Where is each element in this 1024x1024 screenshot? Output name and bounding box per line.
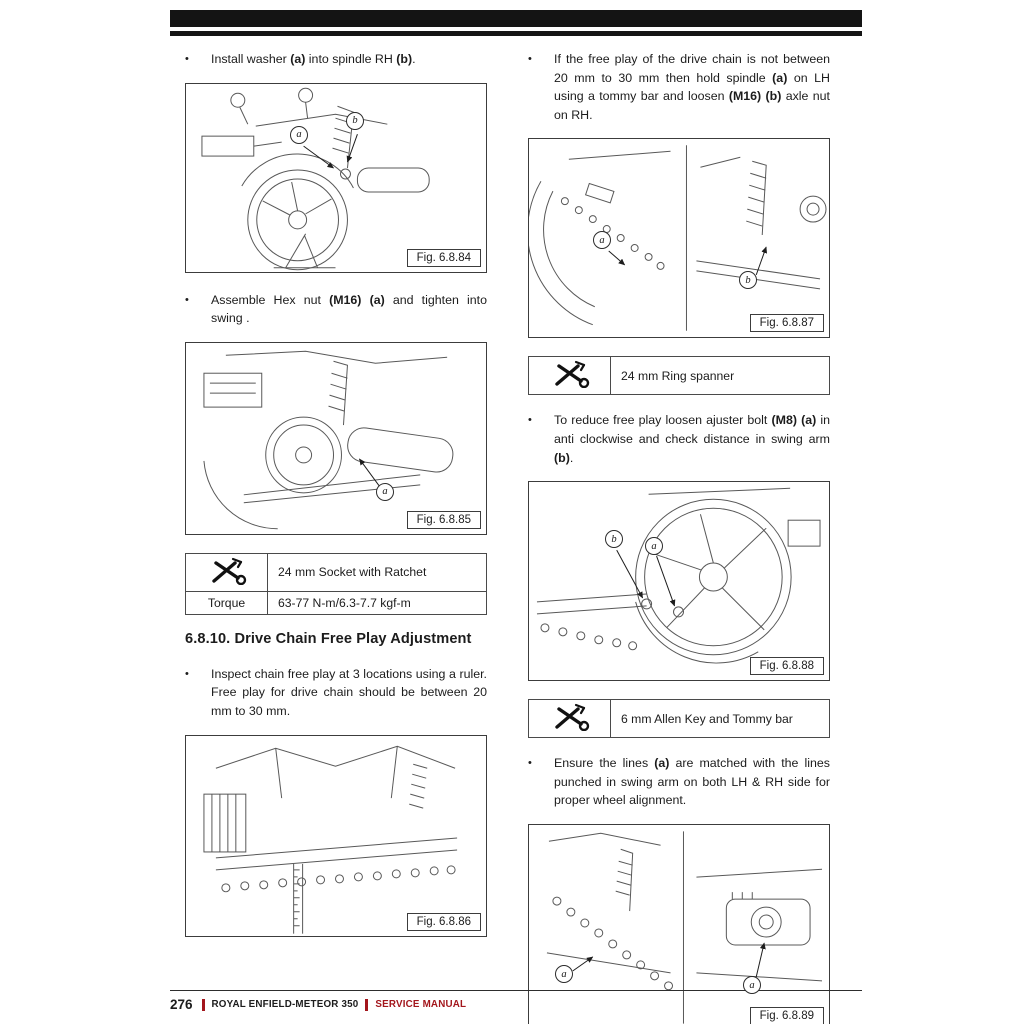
right-column <box>528 50 830 1024</box>
bullet-marker: • <box>528 414 532 427</box>
bullet-text: To reduce free play loosen ajuster bolt (M8) (a) in anti clockwise and check distance in swing arm (b). <box>554 413 830 465</box>
header-bar-thick <box>170 10 862 27</box>
bullet-item <box>185 291 487 328</box>
figure-caption: Fig. 6.8.85 <box>407 511 481 529</box>
figure-sketch <box>529 139 828 337</box>
callout-b: b <box>346 112 364 130</box>
figure-sketch <box>186 343 485 534</box>
figure-caption: Fig. 6.8.86 <box>407 913 481 931</box>
tools-icon-cell <box>529 700 611 738</box>
figure-caption: Fig. 6.8.89 <box>750 1007 824 1024</box>
tools-icon-cell <box>529 357 611 395</box>
page-number: 276 <box>170 997 193 1012</box>
figure-caption: Fig. 6.8.88 <box>750 657 824 675</box>
figure-6-8-87 <box>528 138 830 338</box>
bullet-item <box>528 50 830 124</box>
bullet-item <box>185 665 487 721</box>
tool-spec-table <box>528 699 830 738</box>
bullet-text: Inspect chain free play at 3 locations using a ruler. Free play for drive chain should be between 20 mm to 30 mm. <box>211 666 487 719</box>
bullet-marker: • <box>528 757 532 770</box>
bullet-item <box>185 50 487 69</box>
callout-a: a <box>555 965 573 983</box>
bullet-marker: • <box>185 667 189 680</box>
tools-icon <box>548 360 592 388</box>
tool-spec-table <box>528 356 830 395</box>
torque-value: 63-77 N-m/6.3-7.7 kgf-m <box>268 591 487 614</box>
figure-caption: Fig. 6.8.84 <box>407 249 481 267</box>
tool-name: 6 mm Allen Key and Tommy bar <box>611 700 830 738</box>
figure-6-8-84 <box>185 83 487 273</box>
figure-6-8-88 <box>528 481 830 681</box>
tool-spec-table <box>185 553 487 615</box>
bullet-item <box>528 754 830 810</box>
callout-a: a <box>376 483 394 501</box>
section-heading: 6.8.10. Drive Chain Free Play Adjustment <box>185 630 472 647</box>
bullet-text: Install washer (a) into spindle RH (b). <box>211 52 416 66</box>
footer-separator <box>202 999 205 1011</box>
bullet-text: Assemble Hex nut (M16) (a) and tighten into swing . <box>211 292 487 326</box>
bullet-text: If the free play of the drive chain is not between 20 mm to 30 mm then hold spindle (a) on LH using a tommy bar and loosen (M16) (b) axle nut on RH. <box>554 52 830 122</box>
callout-b: b <box>739 271 757 289</box>
tool-name: 24 mm Socket with Ratchet <box>268 553 487 591</box>
figure-sketch <box>529 482 828 680</box>
figure-sketch <box>186 84 485 272</box>
left-column <box>185 50 487 1024</box>
figure-6-8-85 <box>185 342 487 535</box>
footer-separator <box>365 999 368 1011</box>
header-rule-bars <box>170 10 862 36</box>
tools-icon <box>548 703 592 731</box>
callout-a: a <box>645 537 663 555</box>
tool-name: 24 mm Ring spanner <box>611 357 830 395</box>
torque-label: Torque <box>186 591 268 614</box>
bullet-marker: • <box>528 53 532 65</box>
callout-a: a <box>290 126 308 144</box>
bullet-item <box>528 411 830 467</box>
header-bar-thin <box>170 31 862 36</box>
manual-title: ROYAL ENFIELD-METEOR 350 <box>211 999 359 1010</box>
bullet-marker: • <box>185 53 189 65</box>
tools-icon <box>205 557 249 585</box>
figure-caption: Fig. 6.8.87 <box>750 314 824 332</box>
callout-a: a <box>593 231 611 249</box>
bullet-marker: • <box>185 293 189 306</box>
doc-title: SERVICE MANUAL <box>375 999 467 1010</box>
callout-a: a <box>743 976 761 994</box>
figure-sketch <box>186 736 485 936</box>
callout-b: b <box>605 530 623 548</box>
figure-6-8-86 <box>185 735 487 937</box>
content-columns <box>185 50 831 1024</box>
tools-icon-cell <box>186 553 268 591</box>
bullet-text: Ensure the lines (a) are matched with the lines punched in swing arm on both LH & RH side for proper wheel alignment. <box>554 756 831 808</box>
